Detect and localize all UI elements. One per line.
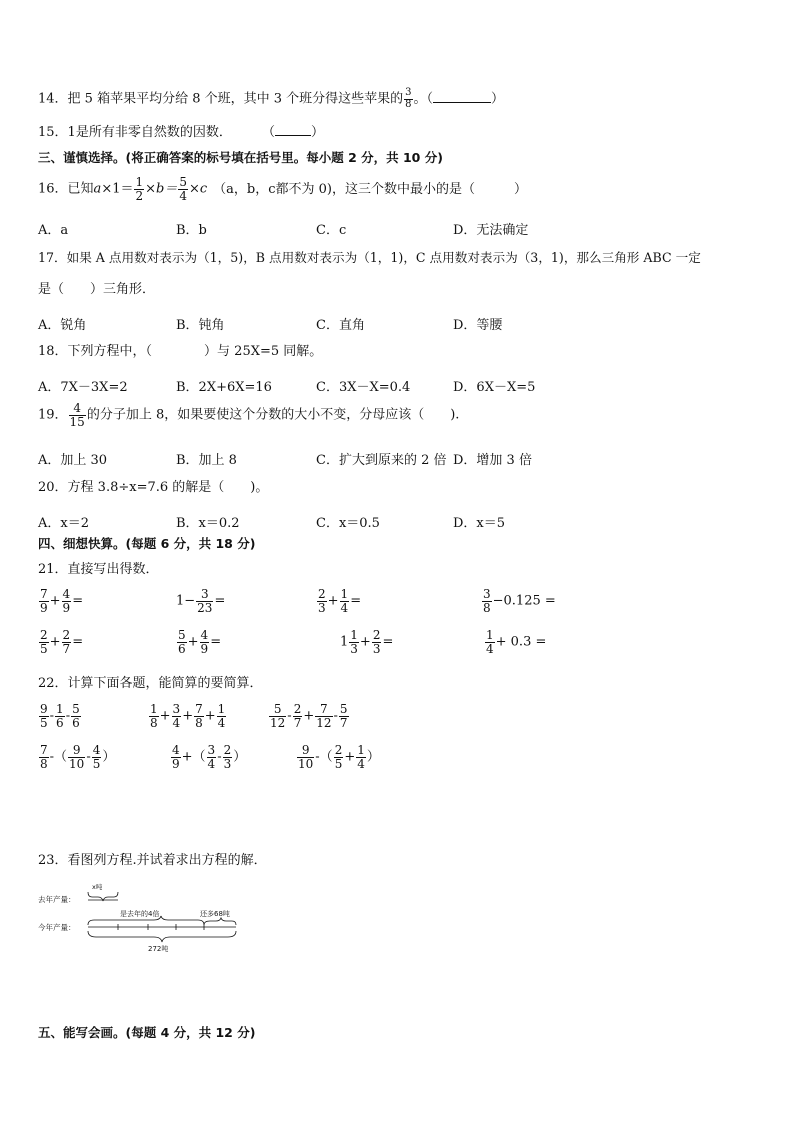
- q17-option-b[interactable]: B．钝角: [176, 318, 225, 333]
- q21-item-8[interactable]: $\frac{1}{4}$ + 0.3 =: [486, 628, 547, 656]
- q21-item-4[interactable]: $\frac{3}{8}$ −0.125 =: [483, 587, 556, 615]
- q21-item-1[interactable]: $\frac{7}{9}$ + $\frac{4}{9}$ =: [40, 587, 84, 615]
- q21-item-5[interactable]: $\frac{2}{5}$ + $\frac{2}{7}$ =: [40, 628, 84, 656]
- question-22-title: 22．计算下面各题，能简算的要简算．: [38, 676, 263, 691]
- question-23-title: 23．看图列方程.并试着求出方程的解．: [38, 853, 267, 868]
- q19-option-d[interactable]: D．增加 3 倍: [453, 453, 532, 468]
- q19-option-b[interactable]: B．加上 8: [176, 453, 237, 468]
- q16-option-d[interactable]: D．无法确定: [453, 223, 529, 238]
- q14-answer-blank[interactable]: [433, 102, 491, 103]
- q14-text: 14．把 5 箱苹果平均分给 8 个班，其中 3 个班分得这些苹果的: [38, 91, 404, 107]
- more-brace: [204, 918, 236, 925]
- q20-option-d[interactable]: D．x＝5: [453, 516, 506, 531]
- q22-expression-5[interactable]: $\frac{4}{9}$ +（ $\frac{3}{4}$ - $\frac{2}{3}$ ）: [172, 743, 247, 771]
- q21-item-3[interactable]: $\frac{2}{3}$ + $\frac{1}{4}$ =: [318, 587, 362, 615]
- x-ton-label: x吨: [92, 883, 103, 891]
- q20-option-b[interactable]: B．x＝0.2: [176, 516, 240, 531]
- question-15: 15．1是所有非零自然数的因数． （ ）: [38, 125, 324, 140]
- q18-option-a[interactable]: A．7X－3X=2: [38, 380, 128, 395]
- question-21-title: 21．直接写出得数．: [38, 562, 159, 577]
- this-year-label: 今年产量：: [38, 923, 76, 932]
- q22-expression-6[interactable]: $\frac{9}{10}$ -（ $\frac{2}{5}$ + $\frac{1}{4}$ ）: [298, 743, 380, 771]
- q21-item-2[interactable]: 1− $\frac{3}{23}$ =: [176, 587, 226, 615]
- times-label: 是去年的4倍: [120, 910, 160, 918]
- q16-option-b[interactable]: B．b: [176, 223, 207, 238]
- question-17-line-1: 17．如果 A 点用数对表示为（1，5)，B 点用数对表示为（1，1)，C 点用数对表示为（3，1)，那么三角形 ABC 一定: [38, 250, 701, 265]
- q15-text: 15．1是所有非零自然数的因数．: [38, 125, 232, 140]
- q18-option-d[interactable]: D．6X－X=5: [453, 380, 536, 395]
- question-14: 14．把 5 箱苹果平均分给 8 个班，其中 3 个班分得这些苹果的 $\frac{3}{8}$ 。（ ）: [38, 87, 505, 110]
- q23-line-diagram: [36, 880, 256, 958]
- section-3-heading: 三、谨慎选择。(将正确答案的标号填在括号里。每小题 2 分，共 10 分): [38, 150, 443, 165]
- section-4-heading: 四、细想快算。(每题 6 分，共 18 分): [38, 536, 256, 551]
- question-19: 19． $\frac{4}{15}$ 的分子加上 8，如果要使这个分数的大小不变，分母应该（ ).: [38, 401, 460, 429]
- question-16: 16．已知a×1＝ $\frac{1}{2}$ ×b＝ $\frac{5}{4}$ ×c （a，b，c都不为 0)，这三个数中最小的是（ ）: [38, 175, 528, 203]
- q22-expression-3[interactable]: $\frac{5}{12}$ - $\frac{2}{7}$ + $\frac{7}{12}$ - $\frac{5}{7}$: [270, 702, 348, 730]
- q19-option-c[interactable]: C．扩大到原来的 2 倍: [316, 453, 447, 468]
- q15-answer-blank[interactable]: [275, 135, 311, 136]
- q22-expression-2[interactable]: $\frac{1}{8}$ + $\frac{3}{4}$ + $\frac{7}{8}$ + $\frac{1}{4}$: [150, 702, 226, 730]
- q18-option-b[interactable]: B．2X+6X=16: [176, 380, 272, 395]
- q17-option-c[interactable]: C．直角: [316, 318, 365, 333]
- q19-fraction: $\frac{4}{15}$: [69, 401, 85, 429]
- question-20: 20．方程 3.8÷x=7.6 的解是（ )。: [38, 480, 269, 495]
- q22-expression-4[interactable]: $\frac{7}{8}$ -（ $\frac{9}{10}$ - $\frac{4}{5}$ ）: [40, 743, 116, 771]
- total-brace: [88, 931, 236, 942]
- more-label: 还多68吨: [200, 910, 230, 918]
- total-label: 272吨: [148, 945, 169, 953]
- q16-fraction-1: $\frac{1}{2}$: [135, 175, 144, 203]
- question-18: 18．下列方程中，（ ）与 25X=5 同解。: [38, 344, 323, 359]
- q21-item-6[interactable]: $\frac{5}{6}$ + $\frac{4}{9}$ =: [178, 628, 222, 656]
- last-year-label: 去年产量：: [38, 895, 76, 904]
- section-5-heading: 五、能写会画。(每题 4 分，共 12 分): [38, 1025, 256, 1040]
- q21-item-7[interactable]: 1 $\frac{1}{3}$ + $\frac{2}{3}$ =: [340, 628, 394, 656]
- q19-option-a[interactable]: A．加上 30: [38, 453, 108, 468]
- q16-fraction-2: $\frac{5}{4}$: [179, 175, 187, 203]
- q20-option-c[interactable]: C．x＝0.5: [316, 516, 380, 531]
- q16-option-c[interactable]: C．c: [316, 223, 347, 238]
- question-17-line-2: 是（ ）三角形．: [38, 282, 156, 297]
- q22-expression-1[interactable]: $\frac{9}{5}$ - $\frac{1}{6}$ - $\frac{5}{6}$: [40, 702, 80, 730]
- q20-option-a[interactable]: A．x＝2: [38, 516, 89, 531]
- q17-option-a[interactable]: A．锐角: [38, 318, 87, 333]
- q14-fraction: $\frac{3}{8}$: [405, 87, 412, 110]
- q17-option-d[interactable]: D．等腰: [453, 318, 503, 333]
- q16-option-a[interactable]: A．a: [38, 223, 69, 238]
- q18-option-c[interactable]: C．3X－X=0.4: [316, 380, 411, 395]
